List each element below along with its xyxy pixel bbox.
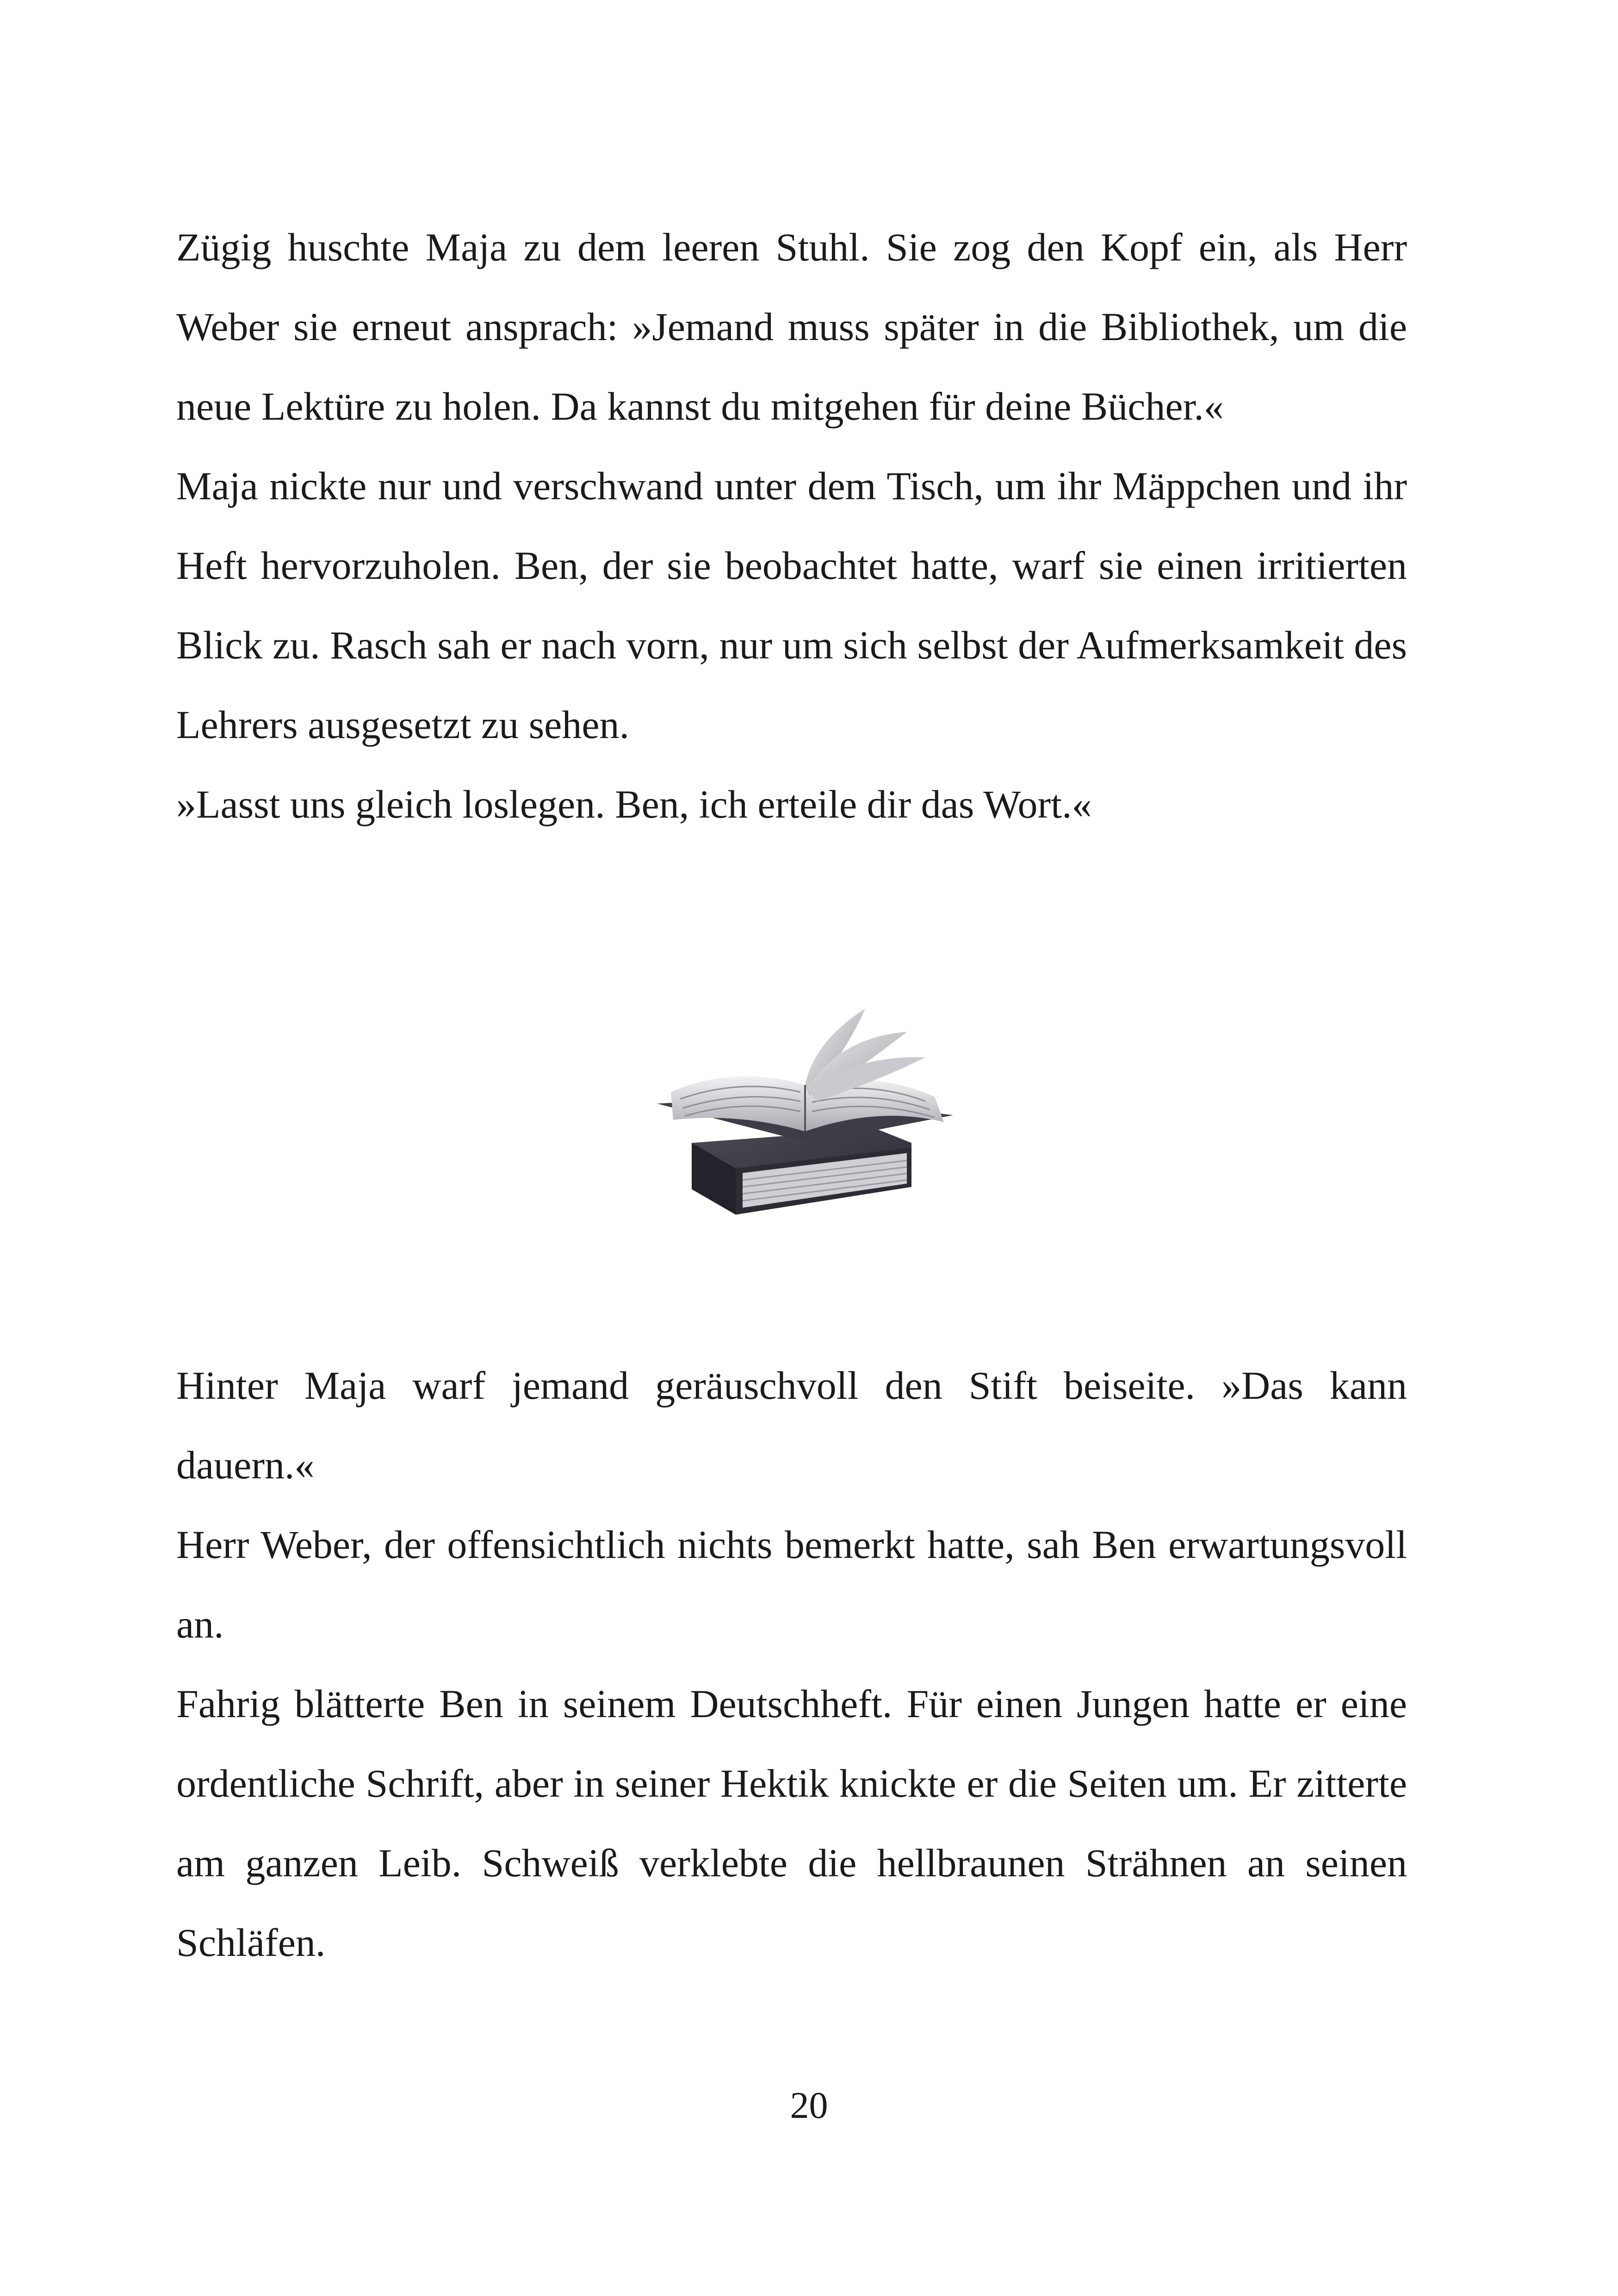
paragraph: Hinter Maja warf jemand geräuschvoll den Stift beiseite. »Das kann dauern.« [176,1363,1407,1487]
paragraph: Maja nickte nur und verschwand unter dem Tisch, um ihr Mäppchen und ihr Heft hervorzuholen. Ben, der sie beobachtet hatte, warf sie einen irritierten Blick zu. Rasch sah er nach vorn, nur um sich selbst der Aufmerksamkeit des Lehrers ausgesetzt zu sehen. [176,464,1407,747]
paragraph: Herr Weber, der offensichtlich nichts bemerkt hatte, sah Ben erwartungsvoll an. [176,1522,1407,1646]
text-block-bottom [176,1346,1407,1982]
paragraph: »Lasst uns gleich loslegen. Ben, ich erteile dir das Wort.« [176,782,1092,826]
paragraph: Fahrig blätterte Ben in seinem Deutschheft. Für einen Jungen hatte er eine ordentliche Schrift, aber in seiner Hektik knickte er die Seiten um. Er zitterte am ganzen Leib. Schweiß verklebte die hellbraunen Strähnen an seinen Schläfen. [176,1682,1407,1965]
paragraph: Zügig huschte Maja zu dem leeren Stuhl. Sie zog den Kopf ein, als Herr Weber sie erneut ansprach: »Jemand muss später in die Bibliothek, um die neue Lektüre zu holen. Da kannst du mitgehen für deine Bücher.« [176,225,1407,428]
page-number: 20 [790,2084,828,2126]
open-book-icon [648,1004,972,1226]
text-block-top [176,207,1407,844]
